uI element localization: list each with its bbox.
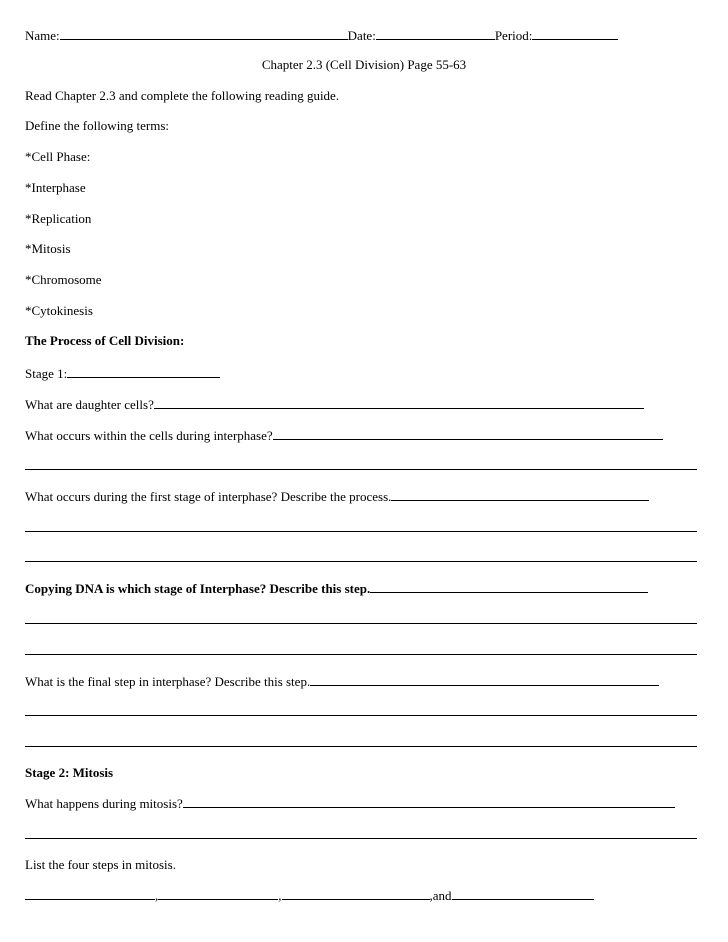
separator-comma: , [155, 888, 159, 903]
four-steps-line [25, 887, 594, 904]
question-within-interphase [25, 427, 663, 444]
answer-final-step[interactable] [310, 673, 659, 686]
question-daughter-cells-text: What are daughter cells? [25, 397, 154, 412]
define-heading: Define the following terms: [25, 118, 170, 133]
separator-comma: , [278, 888, 282, 903]
answer-line[interactable] [25, 531, 697, 532]
stage2-heading [25, 765, 113, 781]
answer-within-interphase[interactable] [273, 427, 663, 440]
question-final-step-text: What is the final step in interphase? Describe this step. [25, 674, 311, 689]
step-3-field[interactable] [282, 887, 430, 900]
answer-first-stage[interactable] [391, 488, 649, 501]
question-first-stage [25, 488, 649, 505]
name-field[interactable] [60, 27, 348, 40]
list-steps-instruction: List the four steps in mitosis. [25, 857, 176, 872]
answer-line[interactable] [25, 746, 697, 747]
question-mitosis-text: What happens during mitosis? [25, 796, 183, 811]
answer-line[interactable] [25, 838, 697, 839]
answer-copying-dna[interactable] [370, 580, 648, 593]
step-2-field[interactable] [158, 887, 278, 900]
name-label: Name: [25, 28, 60, 43]
question-within-interphase-text: What occurs within the cells during interphase? [25, 428, 273, 443]
answer-line[interactable] [25, 469, 697, 470]
term-cell-phase: *Cell Phase: [25, 149, 91, 164]
answer-mitosis[interactable] [183, 795, 675, 808]
question-daughter-cells [25, 396, 644, 413]
stage1-field[interactable] [67, 365, 220, 378]
answer-daughter-cells[interactable] [154, 396, 644, 409]
question-final-step [25, 673, 659, 690]
term-cytokinesis: *Cytokinesis [25, 303, 93, 318]
term-chromosome: *Chromosome [25, 272, 102, 287]
process-heading-text: The Process of Cell Division: [25, 333, 185, 348]
step-1-field[interactable] [25, 887, 155, 900]
date-field[interactable] [376, 27, 495, 40]
term-mitosis: *Mitosis [25, 241, 71, 256]
question-mitosis [25, 795, 675, 812]
process-heading [25, 333, 184, 349]
page-title: Chapter 2.3 (Cell Division) Page 55-63 [261, 57, 467, 72]
question-copying-dna [25, 580, 648, 597]
answer-line[interactable] [25, 561, 697, 562]
question-first-stage-text: What occurs during the first stage of interphase? Describe the process. [25, 489, 392, 504]
period-label: Period: [494, 28, 533, 43]
answer-line[interactable] [25, 715, 697, 716]
stage2-heading-text: Stage 2: Mitosis [25, 765, 114, 780]
term-replication: *Replication [25, 211, 92, 226]
header-line [25, 27, 618, 44]
question-copying-dna-text: Copying DNA is which stage of Interphase? Describe this step. [25, 581, 371, 596]
period-field[interactable] [532, 27, 618, 40]
answer-line[interactable] [25, 623, 697, 624]
stage1-line [25, 365, 220, 382]
instructions: Read Chapter 2.3 and complete the following reading guide. [25, 88, 340, 103]
date-label: Date: [347, 28, 376, 43]
step-4-field[interactable] [452, 887, 594, 900]
term-interphase: *Interphase [25, 180, 86, 195]
answer-line[interactable] [25, 654, 697, 655]
separator-and: ,and [429, 888, 452, 903]
stage1-label: Stage 1: [25, 366, 68, 381]
